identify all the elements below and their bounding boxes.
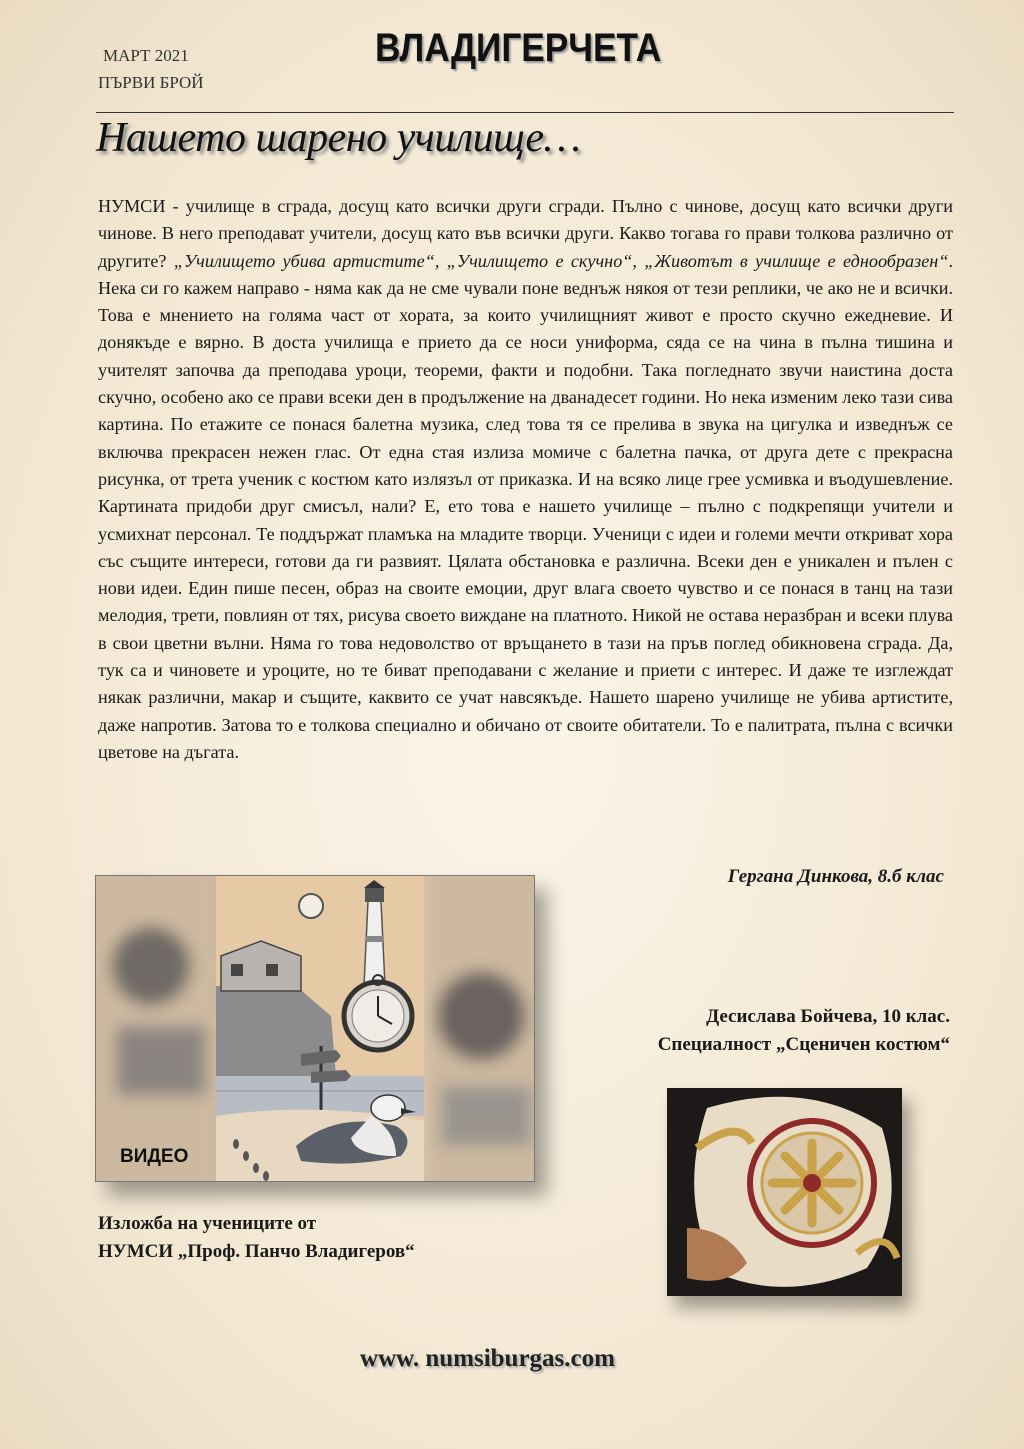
painting-illustration (96, 876, 534, 1181)
footer-website[interactable]: www. numsiburgas.com (360, 1345, 615, 1372)
article-quote: „Училището убива артистите“, „Училището е скучно“, „Животът в училище е еднообразен“ (173, 250, 949, 271)
moon-icon (299, 894, 323, 918)
credit-line-2: Специалност „Сценичен костюм“ (657, 1034, 950, 1055)
article-body (98, 193, 953, 766)
video-thumbnail[interactable] (95, 875, 535, 1182)
article-title: Нашето шарено училище… (96, 115, 581, 161)
issue-number: ПЪРВИ БРОЙ (98, 73, 204, 92)
lighthouse-icon (364, 880, 385, 986)
costume-credit (658, 1003, 950, 1059)
video-label: ВИДЕО (120, 1146, 189, 1167)
exhibition-caption (98, 1210, 415, 1266)
article-text-main: . Нека си го кажем направо - няма как да не сме чували поне веднъж някоя от тези реплики, че ако не и всички. Това е мнението на голяма част от хората, за които училищният живот е просто скучно ежедневие. И донякъде е вярно. В доста училища е прието да се носи униформа, сяда се на чина в пълна тишина и учителят започва да преподава уроци, теореми, факти и подобни. Така погледнато звучи наистина доста скучно, особено ако се прави всеки ден в продължение на дванадесет години. Но нека изменим леко тази сива картина. По етажите се понася балетна музика, след това тя се прелива в звука на цигулка и изведнъж се включва прекрасен нежен глас. От една стая излиза момиче с балетна пачка, от друга дете с прекрасна рисунка, от трета ученик с костюм като излязъл от приказка. И на всяко лице грее усмивка и въодушевление. Картината придоби друг смисъл, нали? Е, ето това е нашето училище – пълно с подкрепящи учители и усмихнат персонал. Те поддържат пламъка на младите творци. Ученици с идеи и големи мечти откриват хора със същите интереси, готови да ги развият. Цялата обстановка е различна. Всеки ден е уникален и пълен с нови идеи. Един пише песен, образ на своите емоции, друг влага своето чувство и се понася в танц на тази мелодия, трети, повлиян от тях, рисува своето виждане на платното. Никой не остава неразбран и всеки плува в свои цветни вълни. Няма го това недоволство от връщането в тази на пръв поглед обикновена сграда. Да, тук са и чиновете и уроците, но те биват преподавани с желание и приети с интерес. И даже те изглеждат някак различни, макар и същите, каквито се учат навсякъде. Нашето шарено училище не убива артистите, даже напротив. Затова то е толкова специално и обичано от своите обитатели. То е палитрата, пълна с всички цветове на дъгата. (98, 250, 953, 762)
costume-photo (667, 1088, 902, 1296)
masthead-title: ВЛАДИГЕРЧЕТА (375, 26, 662, 70)
caption-line-2: НУМСИ „Проф. Панчо Владигеров“ (98, 1241, 415, 1262)
article-text-intro: НУМСИ - училище в сграда, досущ като всички други сгради. Пълно с чинове, досущ като всички други чинове. В него преподават учители, досущ като във всички други. Какво тогава го прави толкова различно от другите? (98, 196, 953, 271)
center-gem (803, 1174, 821, 1192)
caption-line-1: Изложба на учениците от (98, 1213, 317, 1234)
issue-date: МАРТ 2021 (103, 46, 189, 65)
costume-ornament (667, 1088, 902, 1296)
header-divider (96, 112, 954, 113)
article-author: Гергана Динкова, 8.б клас (727, 866, 944, 887)
credit-line-1: Десислава Бойчева, 10 клас. (706, 1006, 950, 1027)
